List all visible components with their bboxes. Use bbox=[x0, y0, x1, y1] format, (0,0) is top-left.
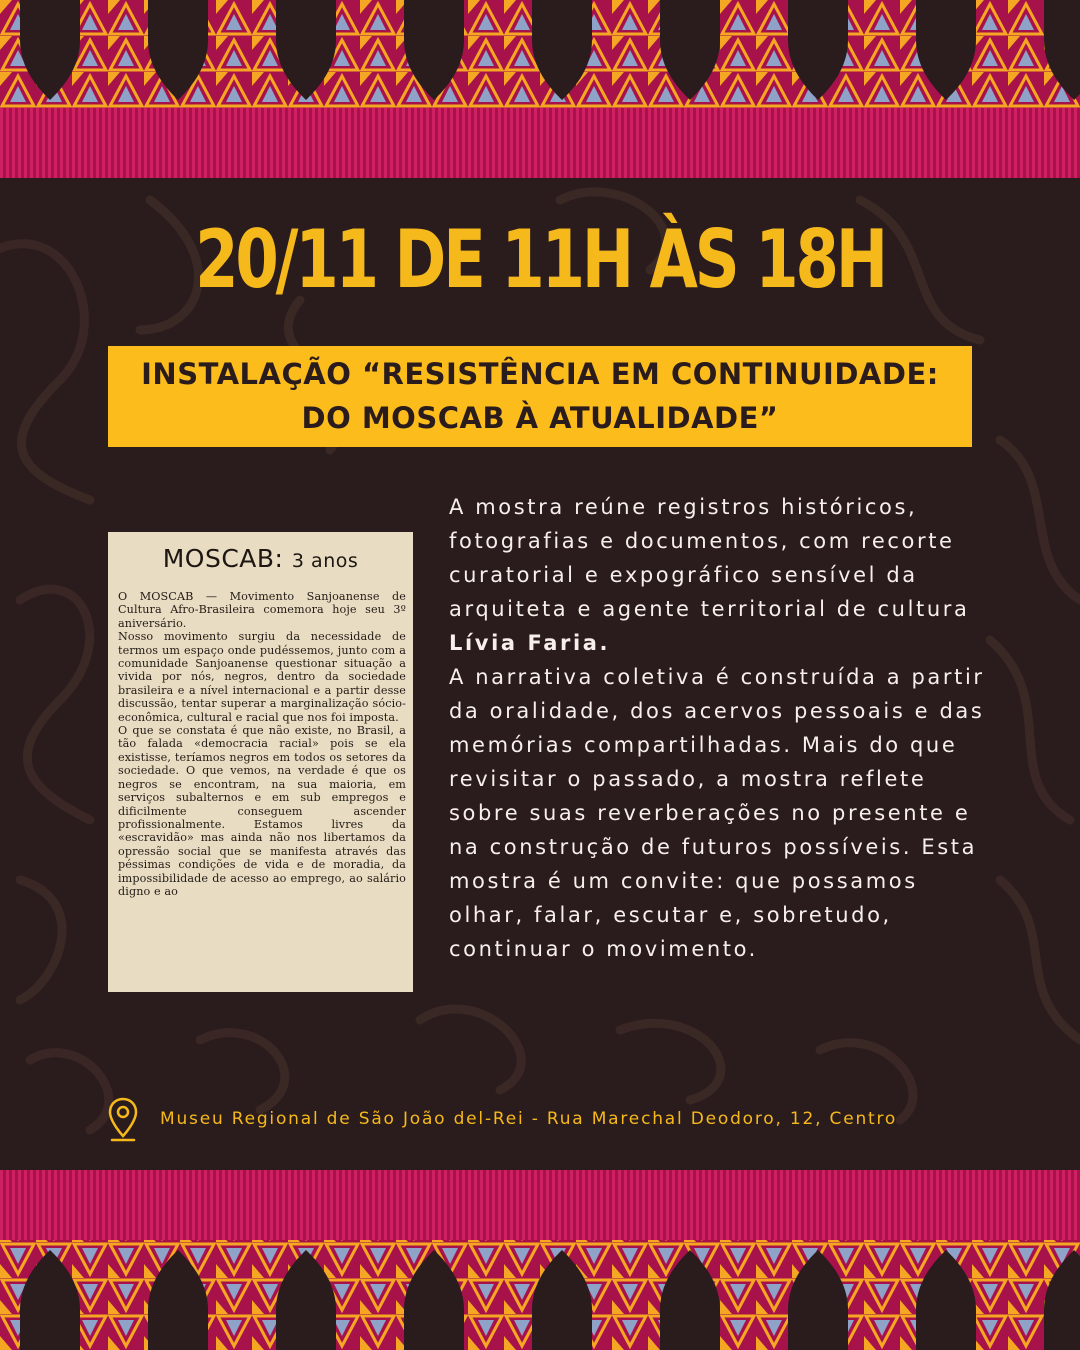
curator-name: Lívia Faria. bbox=[449, 631, 611, 655]
description-part-1: A mostra reúne registros históricos, fotografias e documentos, com recorte curatorial e expográfico sensível da arquiteta e agente territorial de cultura bbox=[449, 495, 970, 621]
top-pattern-band bbox=[0, 0, 1080, 178]
installation-title-box bbox=[108, 346, 972, 447]
installation-title-line-1: INSTALAÇÃO “RESISTÊNCIA EM CONTINUIDADE: bbox=[141, 357, 939, 391]
clipping-headline-main: MOSCAB: bbox=[162, 544, 284, 573]
clipping-headline-small: 3 anos bbox=[291, 550, 359, 572]
map-pin-icon bbox=[108, 1096, 138, 1146]
newspaper-clipping-image bbox=[108, 532, 413, 992]
location-address: Museu Regional de São João del-Rei - Rua Marechal Deodoro, 12, Centro bbox=[160, 1109, 898, 1129]
installation-title-line-2: DO MOSCAB À ATUALIDADE” bbox=[301, 401, 779, 435]
location-line bbox=[108, 1096, 1008, 1146]
clipping-body-text: O MOSCAB — Movimento Sanjoanense de Cultura Afro-Brasileira comemora hoje seu 3º aniversário. Nosso movimento surgiu da necessidade de termos um espaço onde pudéssemos, junto com a comunidade Sanjoanense questionar situação a vivida por nós, negros, dentro da sociedade brasileira e a nível internacional e a partir desse discussão, tentar superar a marginalização sócio-econômica, cultural e racial que nos foi imposta. O que se constata é que não existe, no Brasil, a tão falada «democracia racial» pois se ela existisse, teríamos negros em todos os setores da sociedade. O que vemos, na verdade é que os negros se encontram, na sua maioria, em serviços subalternos e em sub empregos e dificilmente conseguem ascender profissionalmente. Estamos livres da «escravidão» mas ainda não nos libertamos da opressão social que se manifesta através das péssimas condições de vida e de moradia, da impossibilidade de acesso ao emprego, ao salário digno e ao bbox=[118, 590, 406, 898]
description-part-2: A narrativa coletiva é construída a partir da oralidade, dos acervos pessoais e das memórias compartilhadas. Mais do que revisitar o passado, a mostra reflete sobre suas reverberações no presente e na construção de futuros possíveis. Esta mostra é um convite: que possamos olhar, falar, escutar e, sobretudo, continuar o movimento. bbox=[449, 665, 985, 961]
event-datetime-heading: 20/11 DE 11H ÀS 18H bbox=[195, 213, 885, 306]
bottom-pattern-band bbox=[0, 1170, 1080, 1350]
clipping-headline bbox=[108, 544, 413, 573]
exhibition-description bbox=[449, 490, 989, 966]
